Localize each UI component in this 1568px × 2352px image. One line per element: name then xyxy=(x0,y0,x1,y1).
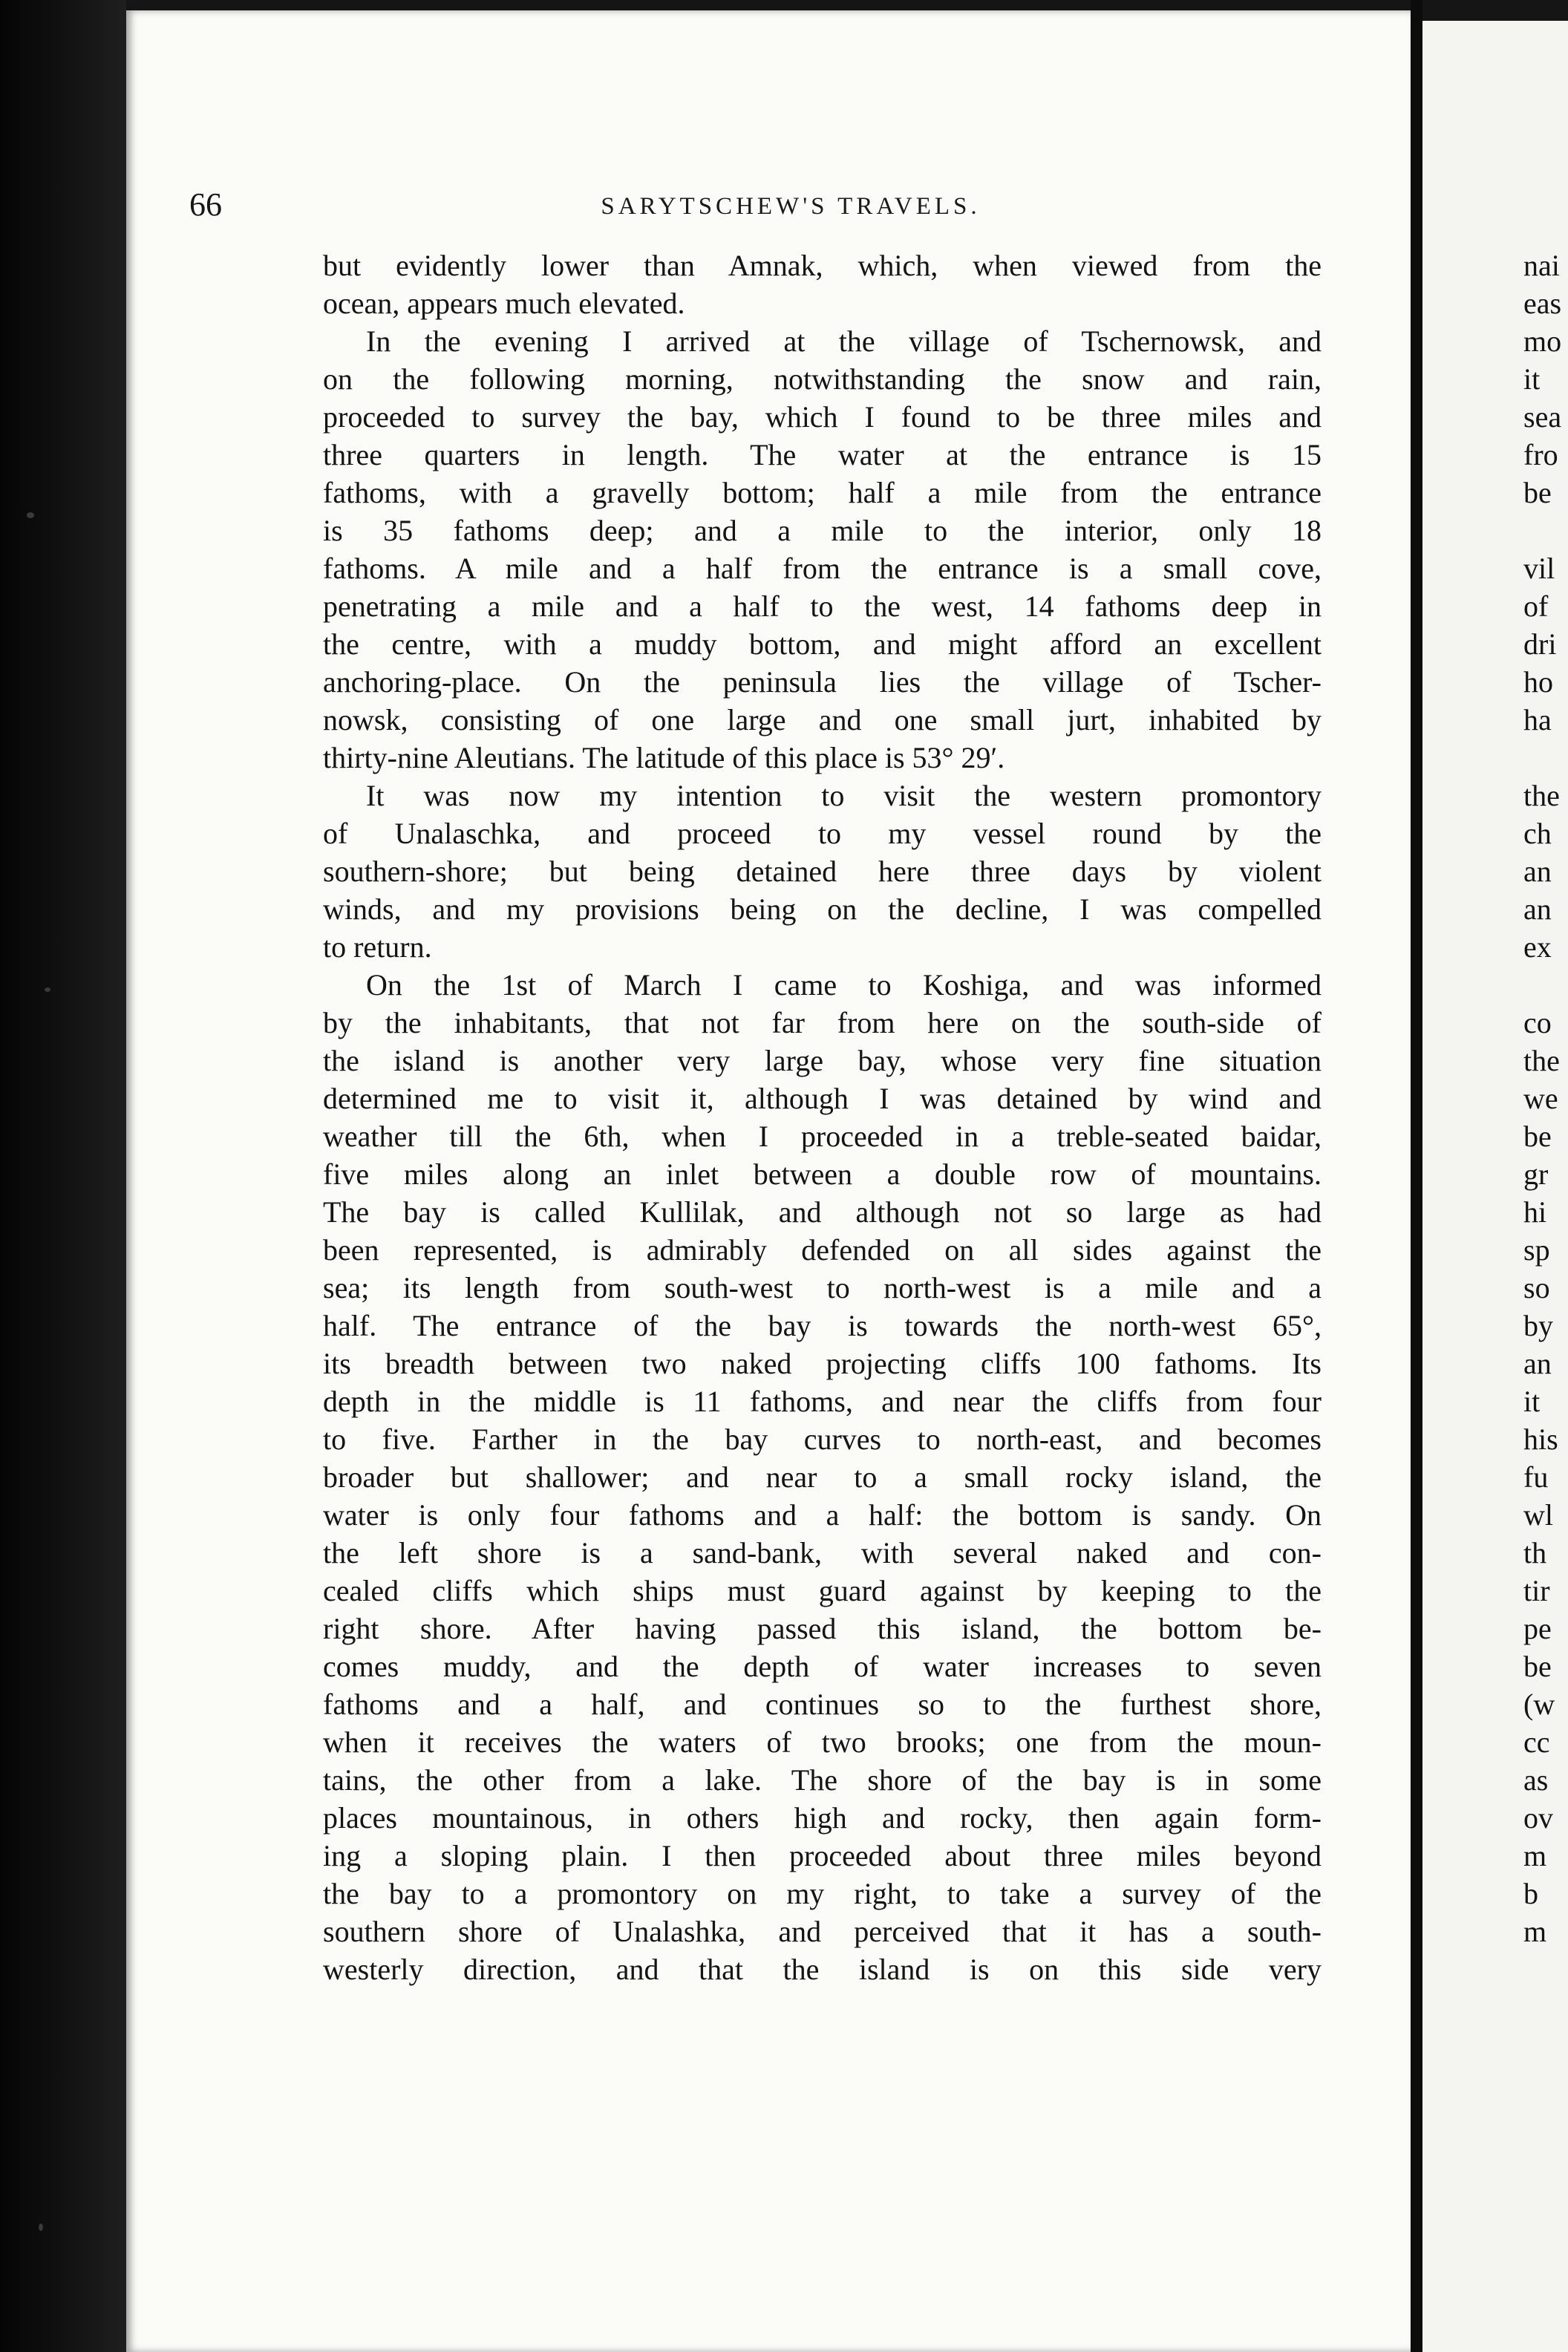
text-line: cealed cliffs which ships must guard against by keeping to the xyxy=(323,1574,1322,1607)
facing-page-fragment: cc xyxy=(1523,1725,1550,1759)
text-line: In the evening I arrived at the village of Tschernowsk, and xyxy=(366,324,1322,358)
facing-page-fragment: an xyxy=(1523,855,1552,888)
text-line: westerly direction, and that the island is on this side very xyxy=(323,1953,1322,1986)
text-line: but evidently lower than Amnak, which, when viewed from the xyxy=(323,249,1322,282)
page-number: 66 xyxy=(189,186,222,223)
text-line: fathoms and a half, and continues so to the furthest shore, xyxy=(323,1688,1322,1721)
facing-page-fragment: the xyxy=(1523,779,1560,812)
running-head: SARYTSCHEW'S TRAVELS. xyxy=(601,193,981,220)
text-line: water is only four fathoms and a half: the bottom is sandy. On xyxy=(323,1498,1322,1532)
facing-page-fragment: fu xyxy=(1523,1460,1549,1494)
page-header xyxy=(189,186,1318,238)
facing-page-fragment: m xyxy=(1523,1915,1547,1948)
facing-page-fragment: b xyxy=(1523,1877,1538,1910)
text-line: proceeded to survey the bay, which I found to be three miles and xyxy=(323,400,1322,434)
facing-page-fragment: of xyxy=(1523,589,1549,623)
text-line: broader but shallower; and near to a small rocky island, the xyxy=(323,1460,1322,1494)
facing-page-fragment: be xyxy=(1523,476,1552,509)
text-line: determined me to visit it, although I was detained by wind and xyxy=(323,1082,1322,1115)
scan-speck xyxy=(27,512,34,518)
text-line: It was now my intention to visit the western promontory xyxy=(366,779,1322,812)
facing-page-fragment: ov xyxy=(1523,1801,1553,1835)
text-line: anchoring-place. On the peninsula lies the village of Tscher- xyxy=(323,665,1322,699)
facing-page-fragment: his xyxy=(1523,1422,1558,1456)
text-line: thirty-nine Aleutians. The latitude of this place is 53° 29′. xyxy=(323,741,1005,774)
facing-page-fragment: dri xyxy=(1523,627,1557,661)
text-line: the left shore is a sand-bank, with several naked and con- xyxy=(323,1536,1322,1569)
facing-page-fragment: by xyxy=(1523,1309,1553,1342)
facing-page-fragment: we xyxy=(1523,1082,1558,1115)
text-line: to five. Farther in the bay curves to north-east, and becomes xyxy=(323,1422,1322,1456)
facing-page-fragment: ha xyxy=(1523,703,1552,736)
text-line: three quarters in length. The water at the entrance is 15 xyxy=(323,438,1322,471)
text-line: comes muddy, and the depth of water increases to seven xyxy=(323,1650,1322,1683)
facing-page-fragment: mo xyxy=(1523,324,1562,358)
facing-page-fragment: gr xyxy=(1523,1157,1549,1191)
facing-page-fragment: so xyxy=(1523,1271,1550,1304)
text-line: fathoms, with a gravelly bottom; half a mile from the entrance xyxy=(323,476,1322,509)
facing-page-fragment: wl xyxy=(1523,1498,1553,1532)
book-binding-left xyxy=(0,0,126,2352)
facing-page-fragment: ch xyxy=(1523,817,1552,850)
facing-page-fragment xyxy=(1523,966,1568,1004)
text-line: half. The entrance of the bay is towards the north-west 65°, xyxy=(323,1309,1322,1342)
scan-speck xyxy=(45,987,50,992)
text-line: right shore. After having passed this island, the bottom be- xyxy=(323,1612,1322,1645)
text-line: by the inhabitants, that not far from here on the south-side of xyxy=(323,1006,1322,1039)
text-line: weather till the 6th, when I proceeded in a treble-seated baidar, xyxy=(323,1120,1322,1153)
facing-page-fragment: it xyxy=(1523,1385,1541,1418)
text-line: penetrating a mile and a half to the west, 14 fathoms deep in xyxy=(323,589,1322,623)
body-text xyxy=(323,246,1322,1988)
text-line: to return. xyxy=(323,930,432,964)
text-line: southern shore of Unalashka, and perceived that it has a south- xyxy=(323,1915,1322,1948)
facing-page-fragment: ho xyxy=(1523,665,1553,699)
facing-page-fragment: ex xyxy=(1523,930,1552,964)
facing-page-fragment: the xyxy=(1523,1044,1560,1077)
facing-page-fragment: as xyxy=(1523,1763,1549,1797)
scan-speck xyxy=(39,2224,43,2231)
facing-page-fragment: m xyxy=(1523,1839,1547,1872)
text-line: five miles along an inlet between a double row of mountains. xyxy=(323,1157,1322,1191)
facing-page-fragment xyxy=(1523,739,1568,777)
text-line: the island is another very large bay, whose very fine situation xyxy=(323,1044,1322,1077)
facing-page-fragment: (w xyxy=(1523,1688,1555,1721)
facing-page-fragment: an xyxy=(1523,892,1552,926)
text-line: places mountainous, in others high and rocky, then again form- xyxy=(323,1801,1322,1835)
facing-page-fragment: tir xyxy=(1523,1574,1550,1607)
text-line: ing a sloping plain. I then proceeded about three miles beyond xyxy=(323,1839,1322,1872)
text-line: The bay is called Kullilak, and although not so large as had xyxy=(323,1195,1322,1229)
text-line: ocean, appears much elevated. xyxy=(323,287,685,320)
facing-page-fragment: fro xyxy=(1523,438,1558,471)
text-line: its breadth between two naked projecting cliffs 100 fathoms. Its xyxy=(323,1347,1322,1380)
facing-page-fragment xyxy=(1523,512,1568,549)
text-line: the bay to a promontory on my right, to take a survey of the xyxy=(323,1877,1322,1910)
text-line: fathoms. A mile and a half from the entrance is a small cove, xyxy=(323,552,1322,585)
facing-page-text-fragments xyxy=(1523,246,1568,1950)
text-line: is 35 fathoms deep; and a mile to the interior, only 18 xyxy=(323,514,1322,547)
facing-page-fragment: sp xyxy=(1523,1233,1550,1267)
text-line: On the 1st of March I came to Koshiga, and was informed xyxy=(366,968,1322,1002)
text-line: nowsk, consisting of one large and one small jurt, inhabited by xyxy=(323,703,1322,736)
facing-page-fragment: sea xyxy=(1523,400,1562,434)
facing-page-fragment: nai xyxy=(1523,249,1560,282)
text-line: on the following morning, notwithstanding the snow and rain, xyxy=(323,362,1322,396)
facing-page-fragment: hi xyxy=(1523,1195,1547,1229)
facing-page-fragment: th xyxy=(1523,1536,1547,1569)
facing-page-fragment: it xyxy=(1523,362,1541,396)
facing-page-fragment: vil xyxy=(1523,552,1555,585)
facing-page-fragment: pe xyxy=(1523,1612,1552,1645)
book-gutter xyxy=(1411,0,1422,2352)
text-line: southern-shore; but being detained here three days by violent xyxy=(323,855,1322,888)
text-line: been represented, is admirably defended on all sides against the xyxy=(323,1233,1322,1267)
text-line: when it receives the waters of two brooks; one from the moun- xyxy=(323,1725,1322,1759)
text-line: winds, and my provisions being on the decline, I was compelled xyxy=(323,892,1322,926)
facing-page-fragment: be xyxy=(1523,1120,1552,1153)
facing-page-fragment: eas xyxy=(1523,287,1562,320)
text-line: of Unalaschka, and proceed to my vessel round by the xyxy=(323,817,1322,850)
text-line: the centre, with a muddy bottom, and might afford an excellent xyxy=(323,627,1322,661)
text-line: tains, the other from a lake. The shore of the bay is in some xyxy=(323,1763,1322,1797)
text-line: depth in the middle is 11 fathoms, and near the cliffs from four xyxy=(323,1385,1322,1418)
facing-page-fragment: be xyxy=(1523,1650,1552,1683)
facing-page-fragment: co xyxy=(1523,1006,1552,1039)
facing-page-fragment: an xyxy=(1523,1347,1552,1380)
text-line: sea; its length from south-west to north-west is a mile and a xyxy=(323,1271,1322,1304)
